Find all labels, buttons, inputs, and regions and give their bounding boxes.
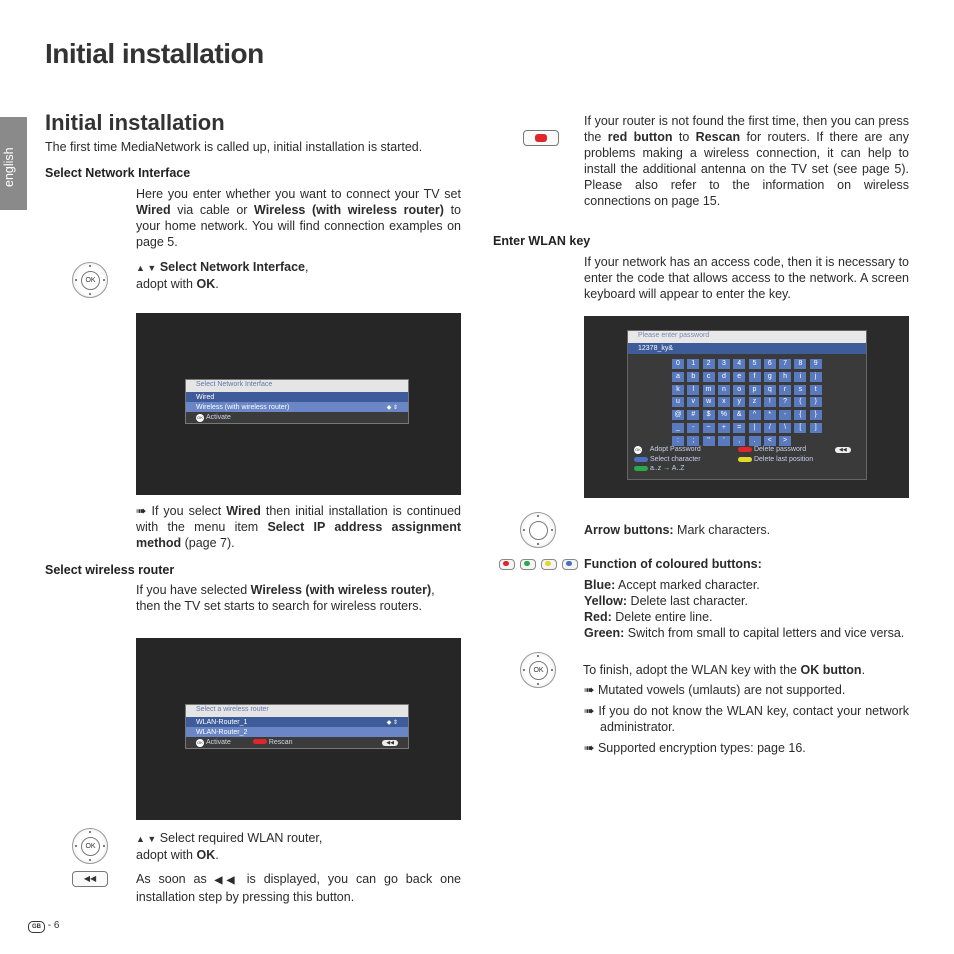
wired-note: ➠ If you select Wired then initial installation is continued with the menu item Select IP address assignment method (page 7). <box>136 504 461 550</box>
rewind-icon: ◀◀ <box>835 447 851 453</box>
blue-button-icon <box>634 457 648 462</box>
ok-button-icon: OK <box>520 652 556 688</box>
keyboard-key[interactable]: 6 <box>764 359 776 369</box>
notes: ➠ Mutated vowels (umlauts) are not supported. ➠ If you do not know the WLAN key, contact your network administrator. ➠ Supported encryption types: page 16. <box>584 683 909 755</box>
keyboard-key[interactable]: h <box>779 372 791 382</box>
keyboard-key[interactable]: ( <box>794 397 806 407</box>
ok-badge-icon: OK <box>197 414 203 420</box>
keyboard-key[interactable]: ! <box>764 397 776 407</box>
ok-badge-icon: OK <box>635 447 641 452</box>
keyboard-key[interactable]: $ <box>703 410 715 420</box>
ok-badge-icon: OK <box>197 739 203 745</box>
red-button-icon <box>253 739 267 744</box>
keyboard-key[interactable]: r <box>779 385 791 395</box>
keyboard-key[interactable]: b <box>687 372 699 382</box>
adopt-password-label: OK Adopt Password <box>635 446 701 453</box>
keyboard-key[interactable]: o <box>733 385 745 395</box>
enter-wlan-heading: Enter WLAN key <box>493 234 591 248</box>
select-network-step: ▲ ▼ Select Network Interface, adopt with OK. <box>136 260 309 291</box>
keyboard-key[interactable]: u <box>672 397 684 407</box>
back-step-text: As soon as ◀◀ is displayed, you can go back one installation step by pressing this button. <box>136 872 461 904</box>
keyboard-key[interactable]: | <box>749 423 761 433</box>
keyboard-key[interactable]: p <box>749 385 761 395</box>
menu-item-wired[interactable]: Wired <box>186 392 408 402</box>
keyboard-key[interactable]: & <box>733 410 745 420</box>
delete-last-label: Delete last position <box>738 456 813 463</box>
keyboard-key[interactable]: t <box>810 385 822 395</box>
page-title: Initial installation <box>45 38 264 69</box>
keyboard-key[interactable]: < <box>764 436 776 446</box>
keyboard-key[interactable]: 3 <box>718 359 730 369</box>
up-down-arrow-icon: ▲ ▼ <box>136 263 157 273</box>
language-tab <box>0 117 27 210</box>
keyboard-key[interactable]: { <box>794 410 806 420</box>
keyboard-key[interactable]: x <box>718 397 730 407</box>
country-badge: GB <box>28 921 45 933</box>
red-button-icon <box>738 447 752 452</box>
keyboard-key[interactable]: l <box>687 385 699 395</box>
network-interface-screen <box>136 313 461 495</box>
menu-item-router-2[interactable]: WLAN-Router_2 <box>186 727 408 737</box>
select-wireless-heading: Select wireless router <box>45 563 175 577</box>
keyboard-key[interactable]: _ <box>672 423 684 433</box>
select-router-step: ▲ ▼ Select required WLAN router, adopt with OK. <box>136 831 323 862</box>
blue-button-icon <box>562 559 578 570</box>
back-button-icon: ◀◀ <box>72 871 108 887</box>
rewind-icon: ◀◀ <box>214 875 239 886</box>
keyboard-key[interactable]: ~ <box>703 423 715 433</box>
colour-heading: Function of coloured buttons: <box>584 557 762 571</box>
menu-footer: OK Activate <box>197 414 231 421</box>
page-number: - 6 <box>45 920 60 931</box>
keyboard-key[interactable]: - <box>687 423 699 433</box>
keyboard-key[interactable]: " <box>703 436 715 446</box>
keyboard-key[interactable]: / <box>764 423 776 433</box>
red-button-icon <box>499 559 515 570</box>
keyboard-key[interactable]: ? <box>779 397 791 407</box>
green-button-icon <box>520 559 536 570</box>
keyboard-key[interactable]: 4 <box>733 359 745 369</box>
keyboard-key[interactable]: j <box>810 372 822 382</box>
ok-button-icon: OK <box>72 828 108 864</box>
colour-functions: Blue: Accept marked character. Yellow: Delete last character. Red: Delete entire line. Green: Switch from small to capital letters and vice versa. <box>584 578 905 640</box>
password-prompt: Please enter password <box>628 331 866 343</box>
keyboard-key[interactable]: . <box>749 436 761 446</box>
keyboard-key[interactable]: - <box>779 410 791 420</box>
menu-title: Select Network Interface <box>186 380 408 392</box>
keyboard-key[interactable]: 9 <box>810 359 822 369</box>
keyboard-key[interactable]: [ <box>794 423 806 433</box>
arrow-buttons-text: Arrow buttons: Mark characters. <box>584 523 771 537</box>
keyboard-key[interactable]: : <box>672 436 684 446</box>
wireless-router-screen <box>136 638 461 820</box>
keyboard-key[interactable]: v <box>687 397 699 407</box>
yellow-button-icon <box>541 559 557 570</box>
keyboard-key[interactable]: 0 <box>672 359 684 369</box>
password-field[interactable]: 12378_ky& <box>628 343 866 354</box>
red-button-icon <box>523 130 559 146</box>
keyboard-key[interactable]: \ <box>779 423 791 433</box>
ok-button-icon: OK <box>72 262 108 298</box>
router-not-found-paragraph: If your router is not found the first time, then you can press the red button to Rescan for routers. If there are any problems making a wireless connection, it can help to install the additional antenna on the TV set (see page 5). Please also refer to the information on wireless connections on page 15. <box>584 114 910 208</box>
menu-footer: OK Activate Rescan ◀◀ <box>186 737 408 748</box>
keyboard-key[interactable]: } <box>810 410 822 420</box>
network-interface-menu <box>185 379 409 424</box>
keyboard-key[interactable]: k <box>672 385 684 395</box>
menu-title: Select a wireless router <box>186 705 408 717</box>
keyboard-key[interactable]: * <box>764 410 776 420</box>
menu-item-router-1[interactable]: WLAN-Router_1 ◆ ⇕ <box>186 717 408 727</box>
keyboard-key[interactable]: # <box>687 410 699 420</box>
keyboard-key[interactable]: ) <box>810 397 822 407</box>
keyboard-key[interactable]: g <box>764 372 776 382</box>
keyboard-screen <box>584 316 909 498</box>
keyboard-key[interactable]: ' <box>718 436 730 446</box>
keyboard-key[interactable]: 7 <box>779 359 791 369</box>
keyboard-key[interactable]: + <box>718 423 730 433</box>
intro-text: The first time MediaNetwork is called up, initial installation is started. <box>45 140 423 154</box>
keyboard-key[interactable]: 2 <box>703 359 715 369</box>
green-button-icon <box>634 466 648 471</box>
page-footer <box>28 920 59 933</box>
keyboard-key[interactable]: ] <box>810 423 822 433</box>
keyboard-key[interactable]: m <box>703 385 715 395</box>
yellow-button-icon <box>738 457 752 462</box>
keyboard-key[interactable]: s <box>794 385 806 395</box>
keyboard-key[interactable]: i <box>794 372 806 382</box>
keyboard-panel <box>627 330 867 480</box>
section-title: Initial installation <box>45 110 225 135</box>
arrow-buttons-icon <box>520 512 556 548</box>
keyboard-key[interactable]: f <box>749 372 761 382</box>
enter-wlan-paragraph: If your network has an access code, then it is necessary to enter the code that allows access to the network. A screen keyboard will appear to enter the key. <box>584 255 909 301</box>
rewind-icon: ◀◀ <box>382 740 398 746</box>
keyboard-key[interactable]: 5 <box>749 359 761 369</box>
keyboard-key[interactable]: , <box>733 436 745 446</box>
select-network-paragraph: Here you enter whether you want to connect your TV set Wired via cable or Wireless (with wireless router) to your home network. You will find connection examples on page 5. <box>136 187 462 249</box>
keyboard-key[interactable]: e <box>733 372 745 382</box>
keyboard-key[interactable]: q <box>764 385 776 395</box>
keyboard-key[interactable]: % <box>718 410 730 420</box>
keyboard-key[interactable]: ; <box>687 436 699 446</box>
keyboard-key[interactable]: @ <box>672 410 684 420</box>
keyboard-key[interactable]: y <box>733 397 745 407</box>
keyboard-key[interactable]: 1 <box>687 359 699 369</box>
keyboard-key[interactable]: d <box>718 372 730 382</box>
up-down-arrow-icon: ▲ ▼ <box>136 834 157 844</box>
keyboard-key[interactable]: c <box>703 372 715 382</box>
select-network-heading: Select Network Interface <box>45 166 191 180</box>
menu-item-wireless[interactable]: Wireless (with wireless router) ◆ ⇕ <box>186 402 408 412</box>
select-character-label: Select character <box>634 456 701 463</box>
case-switch-label: a..z → A..Z <box>634 465 685 472</box>
delete-password-label: Delete password <box>738 446 806 453</box>
keyboard-key[interactable]: 8 <box>794 359 806 369</box>
select-wireless-paragraph: If you have selected Wireless (with wireless router), then the TV set starts to search for wireless routers. <box>136 583 435 613</box>
wireless-router-menu <box>185 704 409 749</box>
keyboard-key[interactable]: n <box>718 385 730 395</box>
note-arrow-icon: ➠ <box>136 504 147 518</box>
keyboard-key[interactable]: = <box>733 423 745 433</box>
keyboard-key[interactable]: ^ <box>749 410 761 420</box>
keyboard-key[interactable]: a <box>672 372 684 382</box>
keyboard-key[interactable]: > <box>779 436 791 446</box>
keyboard-key[interactable]: z <box>749 397 761 407</box>
keyboard-key[interactable]: w <box>703 397 715 407</box>
finish-text: To finish, adopt the WLAN key with the OK button. <box>583 663 866 677</box>
language-tab-label: english <box>2 147 16 187</box>
